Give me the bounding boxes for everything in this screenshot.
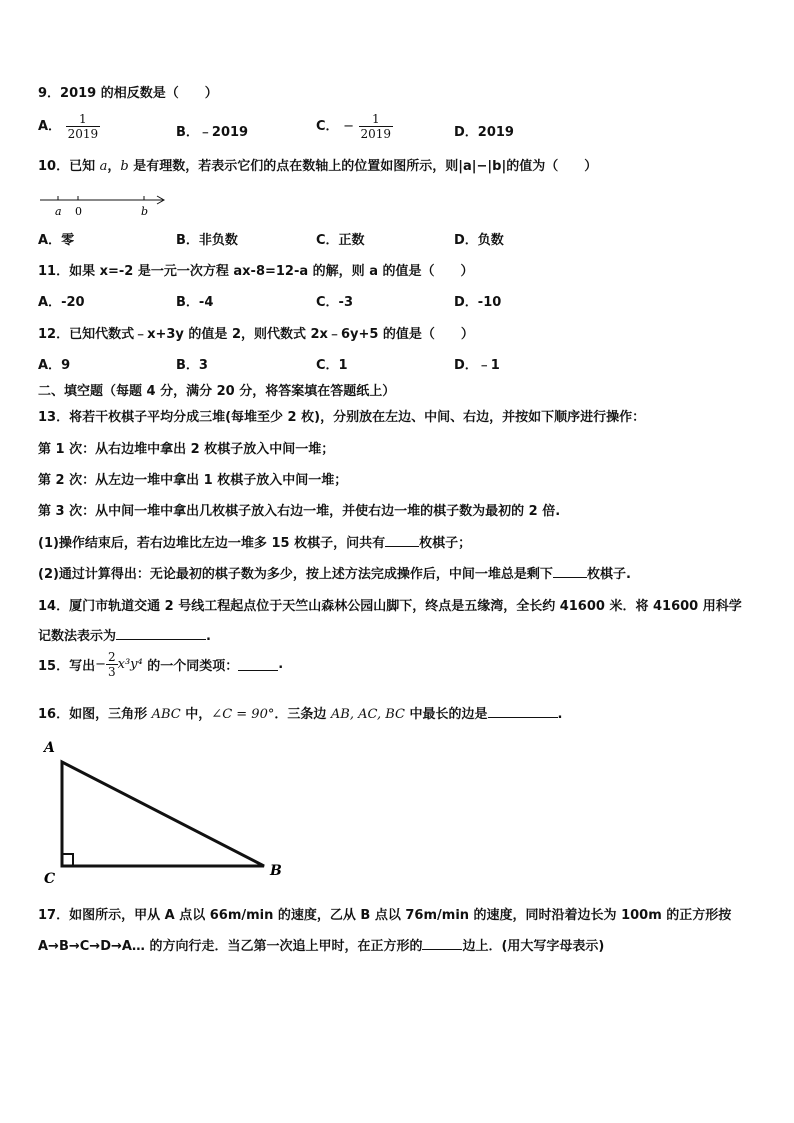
stem-text: ．三条边 [274, 707, 331, 722]
option-letter: A． [38, 295, 62, 310]
stem-text: . [557, 707, 563, 722]
q17-line-2 [38, 935, 604, 954]
q13-step-1: 第 1 次：从右边堆中拿出 2 枚棋子放入中间一堆； [38, 442, 335, 457]
option-letter: A． [38, 119, 62, 134]
option-letter: D． [454, 295, 478, 310]
var-b: b [120, 159, 129, 174]
denominator: 3 [108, 665, 116, 679]
stem-text: 10．已知 [38, 159, 100, 174]
q11-option-d [454, 291, 501, 310]
numerator: 1 [66, 112, 101, 127]
q9-option-c [316, 112, 393, 141]
q12-options [38, 354, 758, 372]
q11-option-b [176, 291, 213, 310]
q14-line-2 [38, 625, 211, 644]
option-letter: C． [316, 119, 339, 134]
option-text: 1 [338, 358, 348, 373]
option-letter: C． [316, 358, 339, 373]
minus-sign: − [95, 657, 106, 672]
section-heading: 二、填空题（每题 4 分，满分 20 分，将答案填在答题纸上） [38, 384, 396, 399]
option-letter: B． [176, 233, 199, 248]
option-text: 3 [198, 358, 208, 373]
q14-line-1: 14．厦门市轨道交通 2 号线工程起点位于天竺山森林公园山脚下，终点是五缘湾，全长约 41600 米．将 41600 用科学 [38, 599, 742, 614]
stem-text: 记数法表示为 [38, 629, 117, 644]
fraction [66, 112, 101, 141]
option-text: 非负数 [198, 233, 238, 248]
option-letter: A． [38, 358, 62, 373]
stem-text: A→B→C→D→A… 的方向行走．当乙第一次追上甲时，在正方形的 [38, 939, 423, 954]
q9-options [38, 112, 758, 148]
q13-stem: 13．将若干枚棋子平均分成三堆(每堆至少 2 枚)，分别放在左边、中间、右边，并按如下顺序进行操作： [38, 410, 646, 425]
q12-option-b [176, 354, 208, 373]
answer-blank[interactable] [553, 565, 587, 578]
q12-option-d [454, 354, 500, 373]
option-text: -20 [61, 295, 85, 310]
minus-sign: − [343, 119, 354, 134]
monomial: x³y⁴ [117, 657, 143, 672]
denominator: 2019 [67, 127, 99, 141]
q13-part-2 [38, 563, 631, 582]
label-0: 0 [75, 205, 82, 218]
option-letter: C． [316, 295, 339, 310]
stem-text: 枚棋子. [586, 567, 631, 582]
answer-blank[interactable] [116, 627, 206, 640]
q9-option-b [176, 121, 248, 140]
stem-text: 中， [180, 707, 212, 722]
option-text: ﹣2019 [198, 125, 249, 140]
q12-option-c [316, 354, 348, 373]
comma: ， [107, 159, 121, 174]
stem-text: . [278, 657, 284, 672]
option-text: 负数 [477, 233, 504, 248]
q11-stem: 11．如果 x=-2 是一元一次方程 ax-8=12-a 的解，则 a 的值是（ ） [38, 264, 474, 279]
numerator: 2 [108, 650, 116, 664]
angle-expression: ∠C = 90° [211, 707, 275, 722]
var-a: a [99, 159, 108, 174]
q16-line [38, 703, 562, 722]
stem-text: 16．如图，三角形 [38, 707, 152, 722]
option-text: -3 [338, 295, 353, 310]
q12-option-a [38, 354, 70, 373]
q11-options [38, 291, 758, 309]
stem-text: 15．写出 [38, 659, 96, 674]
option-text: ﹣1 [477, 358, 500, 373]
stem-text: 边上．(用大写字母表示) [462, 939, 605, 954]
vertex-b-label: B [270, 863, 282, 879]
option-letter: D． [454, 358, 478, 373]
stem-text: (1)操作结束后，若右边堆比左边一堆多 15 枚棋子，问共有 [38, 536, 386, 551]
triangle-name: ABC [151, 707, 181, 722]
q9-option-d [454, 121, 514, 140]
q9-option-a [38, 112, 100, 141]
number-line-figure [38, 190, 178, 220]
stem-text: 枚棋子； [419, 536, 472, 551]
answer-blank[interactable] [385, 534, 419, 547]
fraction [359, 112, 394, 141]
option-text: 零 [61, 233, 75, 248]
answer-blank[interactable] [488, 705, 558, 718]
triangle-abc [62, 762, 264, 866]
right-triangle-figure [36, 734, 296, 886]
q13-part-1 [38, 532, 471, 551]
side-names: AB, AC, BC [330, 707, 405, 722]
q13-step-3: 第 3 次：从中间一堆中拿出几枚棋子放入右边一堆，并使右边一堆的棋子数为最初的 2 倍. [38, 504, 561, 519]
answer-blank[interactable] [422, 937, 462, 950]
vertex-c-label: C [44, 871, 56, 886]
option-text: 正数 [338, 233, 365, 248]
q10-stem [38, 155, 597, 174]
q15-line [38, 650, 283, 679]
option-text: 9 [61, 358, 71, 373]
option-letter: D． [454, 233, 478, 248]
q17-line-1: 17．如图所示，甲从 A 点以 66m/min 的速度，乙从 B 点以 76m/min 的速度，同时沿着边长为 100m 的正方形按 [38, 908, 732, 923]
q10-option-d [454, 229, 504, 248]
q10-option-b [176, 229, 238, 248]
stem-text: . [206, 629, 211, 644]
option-letter: C． [316, 233, 339, 248]
q13-step-2: 第 2 次：从左边一堆中拿出 1 枚棋子放入中间一堆； [38, 473, 348, 488]
q11-option-a [38, 291, 85, 310]
option-letter: B． [176, 358, 199, 373]
q10-option-c [316, 229, 365, 248]
numerator: 1 [359, 112, 394, 127]
option-text: 2019 [477, 125, 514, 140]
stem-text: 是有理数，若表示它们的点在数轴上的位置如图所示，则|a|−|b|的值为（ ） [128, 159, 598, 174]
q9-stem: 9．2019 的相反数是（ ） [38, 86, 218, 101]
right-angle-marker-icon [62, 854, 73, 866]
q12-stem: 12．已知代数式﹣x+3y 的值是 2，则代数式 2x﹣6y+5 的值是（ ） [38, 327, 474, 342]
option-text: -4 [198, 295, 214, 310]
q10-option-a [38, 229, 74, 248]
fraction [106, 650, 118, 679]
option-letter: A． [38, 233, 62, 248]
q10-options [38, 229, 758, 247]
option-letter: B． [176, 125, 199, 140]
label-b: b [141, 205, 149, 218]
denominator: 2019 [360, 127, 392, 141]
label-a: a [55, 205, 62, 218]
answer-blank[interactable] [238, 658, 278, 671]
stem-text: 的一个同类项： [142, 659, 239, 674]
vertex-a-label: A [44, 740, 55, 756]
q11-option-c [316, 291, 353, 310]
stem-text: 中最长的边是 [404, 707, 488, 722]
option-letter: B． [176, 295, 199, 310]
option-letter: D． [454, 125, 478, 140]
stem-text: (2)通过计算得出：无论最初的棋子数为多少，按上述方法完成操作后，中间一堆总是剩下 [38, 567, 553, 582]
option-text: -10 [477, 295, 502, 310]
